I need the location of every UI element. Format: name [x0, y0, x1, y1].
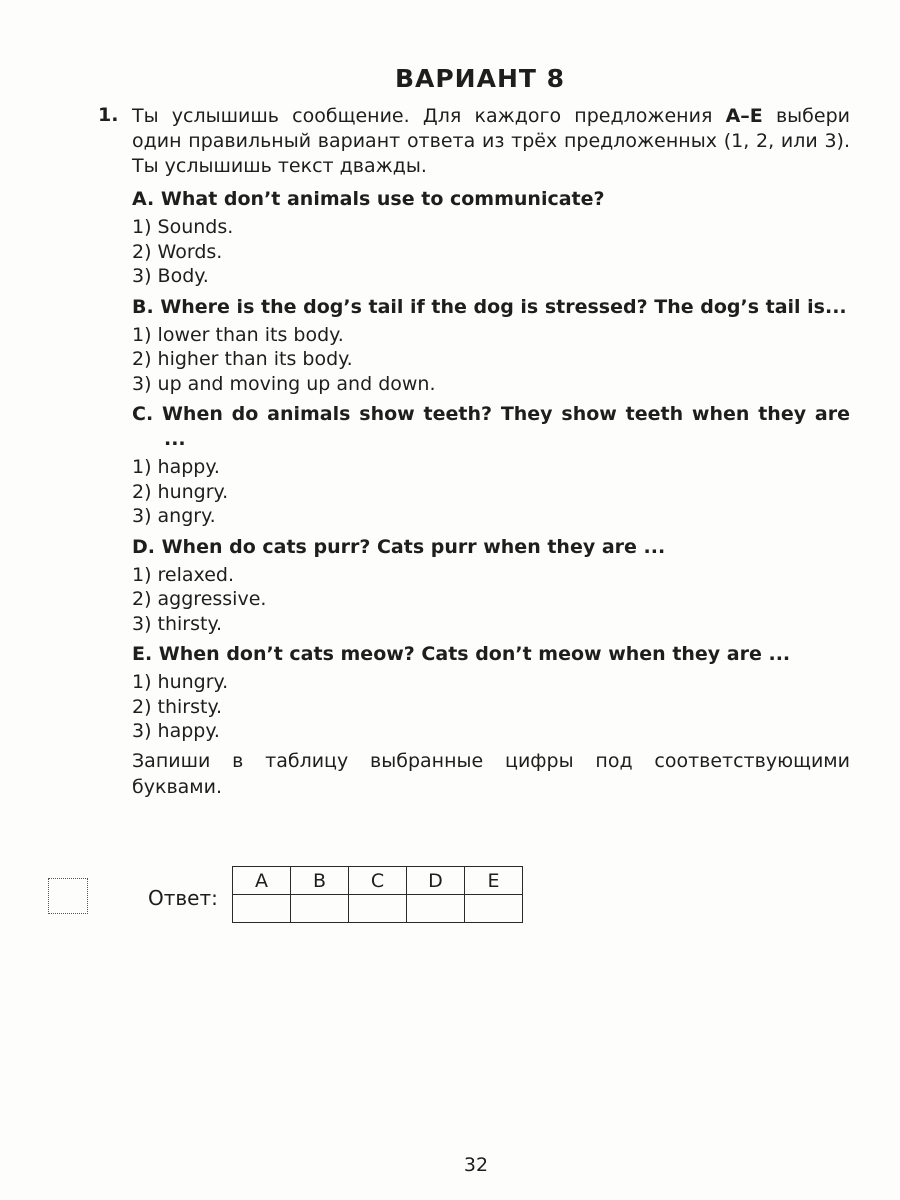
answer-table-input-row: [233, 895, 523, 923]
answer-column-a: A: [233, 867, 291, 895]
question-text: D. When do cats purr? Cats purr when they are ...: [132, 535, 666, 558]
task-instructions: [132, 104, 850, 179]
answer-option: 1) lower than its body.: [132, 323, 344, 346]
question-text: C. When do animals show teeth? They show teeth when they are ...: [132, 403, 850, 450]
answer-table: [232, 866, 523, 923]
answer-cell-d[interactable]: [407, 895, 465, 923]
answer-option: 3) up and moving up and down.: [132, 372, 436, 395]
answer-option: 3) angry.: [132, 505, 216, 527]
answer-option: 2) hungry.: [132, 480, 229, 503]
question-text: E. When don’t cats meow? Cats don’t meow when they are ...: [132, 643, 791, 665]
answer-label: Ответ:: [148, 886, 218, 910]
question-list: [132, 187, 850, 744]
question-c: [132, 402, 850, 529]
question-e: [132, 642, 850, 744]
task-1: [98, 104, 850, 800]
answer-option: 1) Sounds.: [132, 216, 234, 238]
answer-option: 2) thirsty.: [132, 695, 223, 718]
question-text: A. What don’t animals use to communicate?: [132, 188, 605, 210]
table-instruction: Запиши в таблицу выбранные цифры под соответствующими буквами.: [132, 749, 850, 798]
answer-option: 1) relaxed.: [132, 563, 234, 586]
answer-option: 3) happy.: [132, 720, 220, 742]
score-box[interactable]: [48, 878, 88, 914]
answer-cell-a[interactable]: [233, 895, 291, 923]
question-text: B. Where is the dog’s tail if the dog is stressed? The dog’s tail is...: [132, 295, 847, 318]
answer-cell-c[interactable]: [349, 895, 407, 923]
answer-table-header-row: [233, 867, 523, 895]
answer-cell-e[interactable]: [465, 895, 523, 923]
task-number: 1.: [98, 104, 119, 126]
answer-option: 1) hungry.: [132, 671, 229, 693]
page-number: 32: [463, 1154, 489, 1176]
task-text-part2: выбери один правильный вариант ответа из трёх предложенных (1, 2, или 3). Ты услышишь текст дважды.: [132, 105, 850, 177]
page-title: ВАРИАНТ 8: [394, 64, 566, 93]
answer-column-b: B: [291, 867, 349, 895]
answer-option: 2) Words.: [132, 240, 223, 263]
answer-column-c: C: [349, 867, 407, 895]
answer-option: 2) higher than its body.: [132, 348, 353, 370]
question-a: [132, 187, 850, 289]
question-b: [132, 295, 850, 397]
answer-option: 1) happy.: [132, 456, 220, 478]
question-d: [132, 535, 850, 637]
answer-option: 2) aggressive.: [132, 588, 267, 610]
answer-column-e: E: [465, 867, 523, 895]
task-text-bold: A–E: [725, 105, 763, 127]
task-text-part1: Ты услышишь сообщение. Для каждого предложения: [132, 105, 726, 127]
answer-option: 3) Body.: [132, 265, 209, 287]
answer-section: [48, 866, 568, 930]
answer-cell-b[interactable]: [291, 895, 349, 923]
answer-column-d: D: [407, 867, 465, 895]
answer-option: 3) thirsty.: [132, 612, 223, 635]
